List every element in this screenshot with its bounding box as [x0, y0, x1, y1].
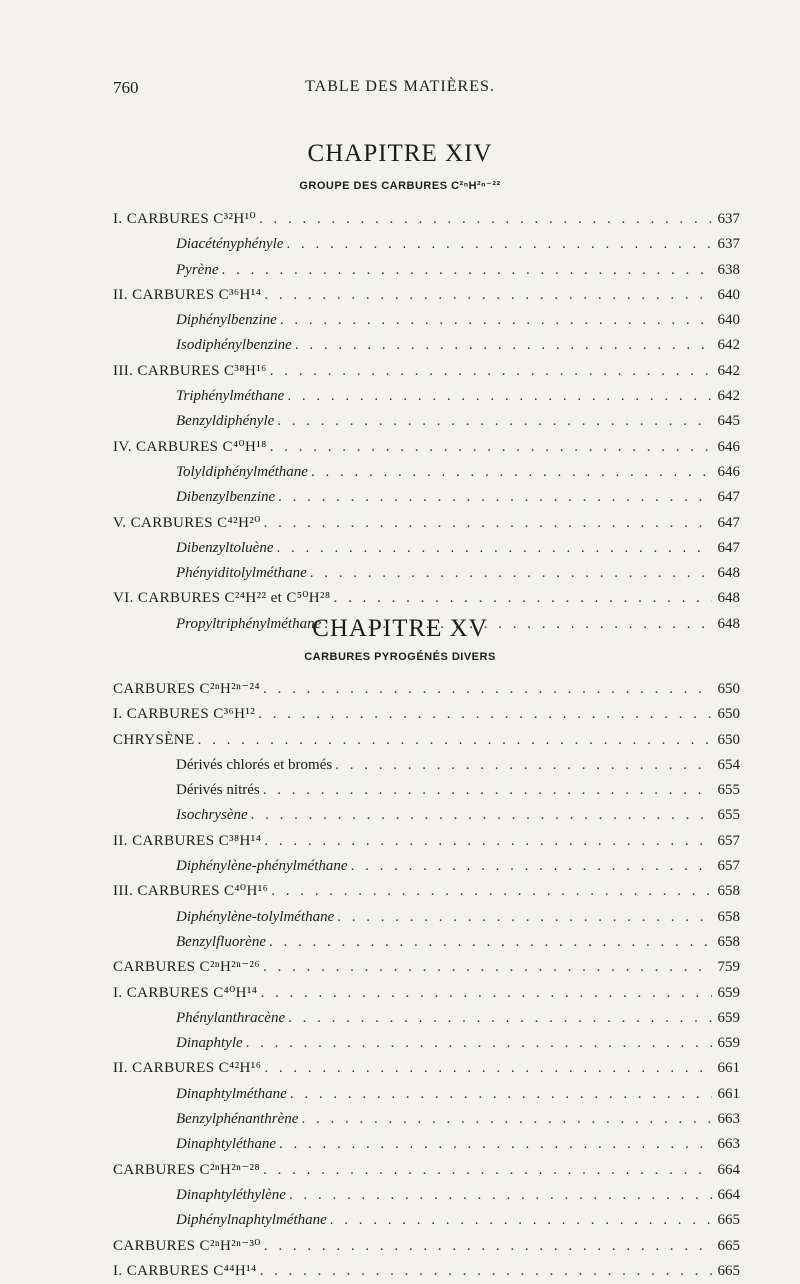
dot-leader	[290, 1082, 712, 1107]
dot-leader	[259, 207, 712, 232]
toc-entry	[113, 1158, 740, 1183]
toc-entry	[113, 1234, 740, 1259]
dot-leader	[270, 435, 712, 460]
dot-leader	[277, 409, 712, 434]
toc-entry-label: CHRYSÈNE	[113, 728, 198, 753]
dot-leader	[263, 955, 712, 980]
dot-leader	[334, 586, 712, 611]
dot-leader	[264, 1056, 712, 1081]
toc-entry	[113, 753, 740, 778]
toc-entry-label: Triphénylméthane	[176, 384, 287, 409]
dot-leader	[251, 803, 712, 828]
toc-entry-page: 658	[712, 905, 740, 930]
toc-entry-label: V. CARBURES C⁴²H²⁰	[113, 511, 264, 536]
toc-entry	[113, 232, 740, 257]
toc-entry	[113, 258, 740, 283]
toc-entry-page: 658	[712, 879, 740, 904]
toc-entry-label: Dibenzylbenzine	[176, 485, 278, 510]
toc-entry-page: 665	[712, 1208, 740, 1233]
toc-entry-label: Tolyldiphénylméthane	[176, 460, 311, 485]
toc-entry	[113, 728, 740, 753]
toc-entry-label: III. CARBURES C³⁸H¹⁶	[113, 359, 270, 384]
dot-leader	[198, 728, 712, 753]
toc-entry-page: 646	[712, 460, 740, 485]
toc-entry-label: I. CARBURES C³²H¹⁰	[113, 207, 259, 232]
chapter-14-subtitle: GROUPE DES CARBURES C²ⁿH²ⁿ⁻²²	[299, 180, 501, 192]
toc-entry	[113, 1259, 740, 1284]
dot-leader	[310, 561, 712, 586]
toc-entry-label: Isochrysène	[176, 803, 251, 828]
toc-entry	[113, 854, 740, 879]
toc-entry-label: Dinaphtyléthylène	[176, 1183, 289, 1208]
toc-entry	[113, 359, 740, 384]
dot-leader	[288, 1006, 712, 1031]
toc-entry-page: 647	[712, 536, 740, 561]
dot-leader	[295, 333, 712, 358]
toc-entry-page: 655	[712, 778, 740, 803]
toc-entry-page: 659	[712, 981, 740, 1006]
toc-entry-label: I. CARBURES C⁴⁴H¹⁴	[113, 1259, 260, 1284]
toc-entry-label: Dinaphtyléthane	[176, 1132, 279, 1157]
toc-entry-label: Diphénylnaphtylméthane	[176, 1208, 330, 1233]
toc-entry	[113, 803, 740, 828]
toc-entry-label: Dibenzyltoluène	[176, 536, 276, 561]
toc-entry-label: CARBURES C²ⁿH²ⁿ⁻³⁰	[113, 1234, 264, 1259]
toc-entry-label: Diphénylène-tolylméthane	[176, 905, 337, 930]
toc-entry	[113, 677, 740, 702]
toc-entry	[113, 955, 740, 980]
toc-entry-page: 661	[712, 1056, 740, 1081]
toc-entry-page: 665	[712, 1259, 740, 1284]
toc-entry-page: 665	[712, 1234, 740, 1259]
toc-entry	[113, 981, 740, 1006]
toc-entry-page: 645	[712, 409, 740, 434]
dot-leader	[289, 1183, 712, 1208]
dot-leader	[263, 677, 712, 702]
page-number: 760	[113, 78, 139, 97]
toc-entry-label: Benzylphénanthrène	[176, 1107, 301, 1132]
dot-leader	[260, 981, 712, 1006]
toc-entry-page: 661	[712, 1082, 740, 1107]
toc-entry-label: II. CARBURES C⁴²H¹⁶	[113, 1056, 264, 1081]
toc-entry	[113, 333, 740, 358]
chapter-15-subtitle: CARBURES PYROGÉNÉS DIVERS	[304, 651, 496, 663]
dot-leader	[286, 232, 712, 257]
dot-leader	[258, 702, 712, 727]
toc-entry-page: 657	[712, 829, 740, 854]
dot-leader	[301, 1107, 712, 1132]
toc-entry-page: 638	[712, 258, 740, 283]
toc-entry-page: 648	[712, 586, 740, 611]
toc-entry-page: 650	[712, 677, 740, 702]
toc-entry	[113, 1031, 740, 1056]
toc-entry	[113, 930, 740, 955]
dot-leader	[246, 1031, 712, 1056]
toc-entry-page: 654	[712, 753, 740, 778]
toc-entry-label: I. CARBURES C³⁶H¹²	[113, 702, 258, 727]
toc-entry-page: 642	[712, 384, 740, 409]
toc-entry	[113, 536, 740, 561]
chapter-15-toc	[113, 677, 740, 1284]
dot-leader	[279, 1132, 712, 1157]
toc-entry-page: 637	[712, 207, 740, 232]
toc-entry-label: Benzylfluorène	[176, 930, 269, 955]
toc-entry	[113, 1208, 740, 1233]
toc-entry	[113, 511, 740, 536]
dot-leader	[276, 536, 712, 561]
dot-leader	[260, 1259, 712, 1284]
toc-entry-page: 640	[712, 283, 740, 308]
toc-entry-page: 658	[712, 930, 740, 955]
toc-entry	[113, 1056, 740, 1081]
toc-entry-label: Propyltriphénylméthane	[176, 612, 324, 637]
toc-entry	[113, 308, 740, 333]
toc-entry-label: Phényiditolylméthane	[176, 561, 310, 586]
toc-entry-page: 642	[712, 333, 740, 358]
dot-leader	[264, 829, 712, 854]
toc-entry-page: 664	[712, 1183, 740, 1208]
dot-leader	[351, 854, 712, 879]
toc-entry-label: CARBURES C²ⁿH²ⁿ⁻²⁴	[113, 677, 263, 702]
toc-entry-page: 647	[712, 511, 740, 536]
toc-entry-page: 663	[712, 1132, 740, 1157]
running-title: TABLE DES MATIÈRES.	[305, 78, 495, 95]
toc-entry-page: 648	[712, 561, 740, 586]
toc-entry-label: CARBURES C²ⁿH²ⁿ⁻²⁶	[113, 955, 263, 980]
dot-leader	[280, 308, 712, 333]
toc-entry	[113, 879, 740, 904]
toc-entry	[113, 905, 740, 930]
dot-leader	[264, 511, 712, 536]
dot-leader	[221, 258, 712, 283]
toc-entry	[113, 586, 740, 611]
toc-entry-label: II. CARBURES C³⁶H¹⁴	[113, 283, 264, 308]
dot-leader	[311, 460, 712, 485]
toc-entry-page: 646	[712, 435, 740, 460]
toc-entry-label: Diacétényphényle	[176, 232, 286, 257]
toc-entry-label: VI. CARBURES C²⁴H²² et C⁵⁰H²⁸	[113, 586, 334, 611]
dot-leader	[263, 778, 712, 803]
toc-entry	[113, 778, 740, 803]
toc-entry-label: Dérivés nitrés	[176, 778, 263, 803]
dot-leader	[330, 1208, 712, 1233]
toc-entry-label: Diphénylène-phénylméthane	[176, 854, 351, 879]
dot-leader	[337, 905, 712, 930]
toc-entry-label: IV. CARBURES C⁴⁰H¹⁸	[113, 435, 270, 460]
toc-entry-page: 647	[712, 485, 740, 510]
toc-entry-label: Diphénylbenzine	[176, 308, 280, 333]
dot-leader	[278, 485, 712, 510]
toc-entry-page: 659	[712, 1031, 740, 1056]
toc-entry	[113, 1132, 740, 1157]
dot-leader	[269, 930, 712, 955]
running-head	[0, 78, 800, 100]
toc-entry-page: 663	[712, 1107, 740, 1132]
toc-entry-page: 650	[712, 702, 740, 727]
toc-entry-page: 637	[712, 232, 740, 257]
toc-entry	[113, 409, 740, 434]
toc-entry-label: Dinaphtyle	[176, 1031, 246, 1056]
toc-entry-page: 657	[712, 854, 740, 879]
toc-entry-page: 655	[712, 803, 740, 828]
toc-entry-page: 648	[712, 612, 740, 637]
toc-entry	[113, 384, 740, 409]
toc-entry	[113, 1082, 740, 1107]
toc-entry	[113, 829, 740, 854]
toc-entry-label: Isodiphénylbenzine	[176, 333, 295, 358]
dot-leader	[263, 1158, 712, 1183]
toc-entry-label: Dérivés chlorés et bromés	[176, 753, 335, 778]
toc-entry	[113, 561, 740, 586]
toc-entry-page: 664	[712, 1158, 740, 1183]
toc-entry-page: 640	[712, 308, 740, 333]
chapter-14-toc	[113, 207, 740, 637]
toc-entry-label: Benzyldiphényle	[176, 409, 277, 434]
toc-entry	[113, 485, 740, 510]
chapter-14-title: CHAPITRE XIV	[307, 140, 493, 167]
toc-entry	[113, 435, 740, 460]
toc-entry	[113, 702, 740, 727]
toc-entry	[113, 1183, 740, 1208]
dot-leader	[271, 879, 712, 904]
toc-entry	[113, 207, 740, 232]
toc-entry-label: III. CARBURES C⁴⁰H¹⁶	[113, 879, 271, 904]
dot-leader	[270, 359, 712, 384]
toc-entry-label: Pyrène	[176, 258, 221, 283]
toc-entry-page: 759	[712, 955, 740, 980]
toc-entry-page: 642	[712, 359, 740, 384]
toc-entry-label: CARBURES C²ⁿH²ⁿ⁻²⁸	[113, 1158, 263, 1183]
toc-entry	[113, 1107, 740, 1132]
chapter-15-title: CHAPITRE XV	[312, 615, 488, 642]
toc-entry-page: 659	[712, 1006, 740, 1031]
toc-entry	[113, 1006, 740, 1031]
dot-leader	[287, 384, 712, 409]
dot-leader	[264, 1234, 712, 1259]
dot-leader	[264, 283, 712, 308]
toc-entry	[113, 460, 740, 485]
toc-entry-page: 650	[712, 728, 740, 753]
dot-leader	[335, 753, 712, 778]
toc-entry	[113, 283, 740, 308]
toc-entry-label: Phénylanthracène	[176, 1006, 288, 1031]
toc-entry-label: I. CARBURES C⁴⁰H¹⁴	[113, 981, 260, 1006]
toc-entry-label: Dinaphtylméthane	[176, 1082, 290, 1107]
toc-entry-label: II. CARBURES C³⁸H¹⁴	[113, 829, 264, 854]
